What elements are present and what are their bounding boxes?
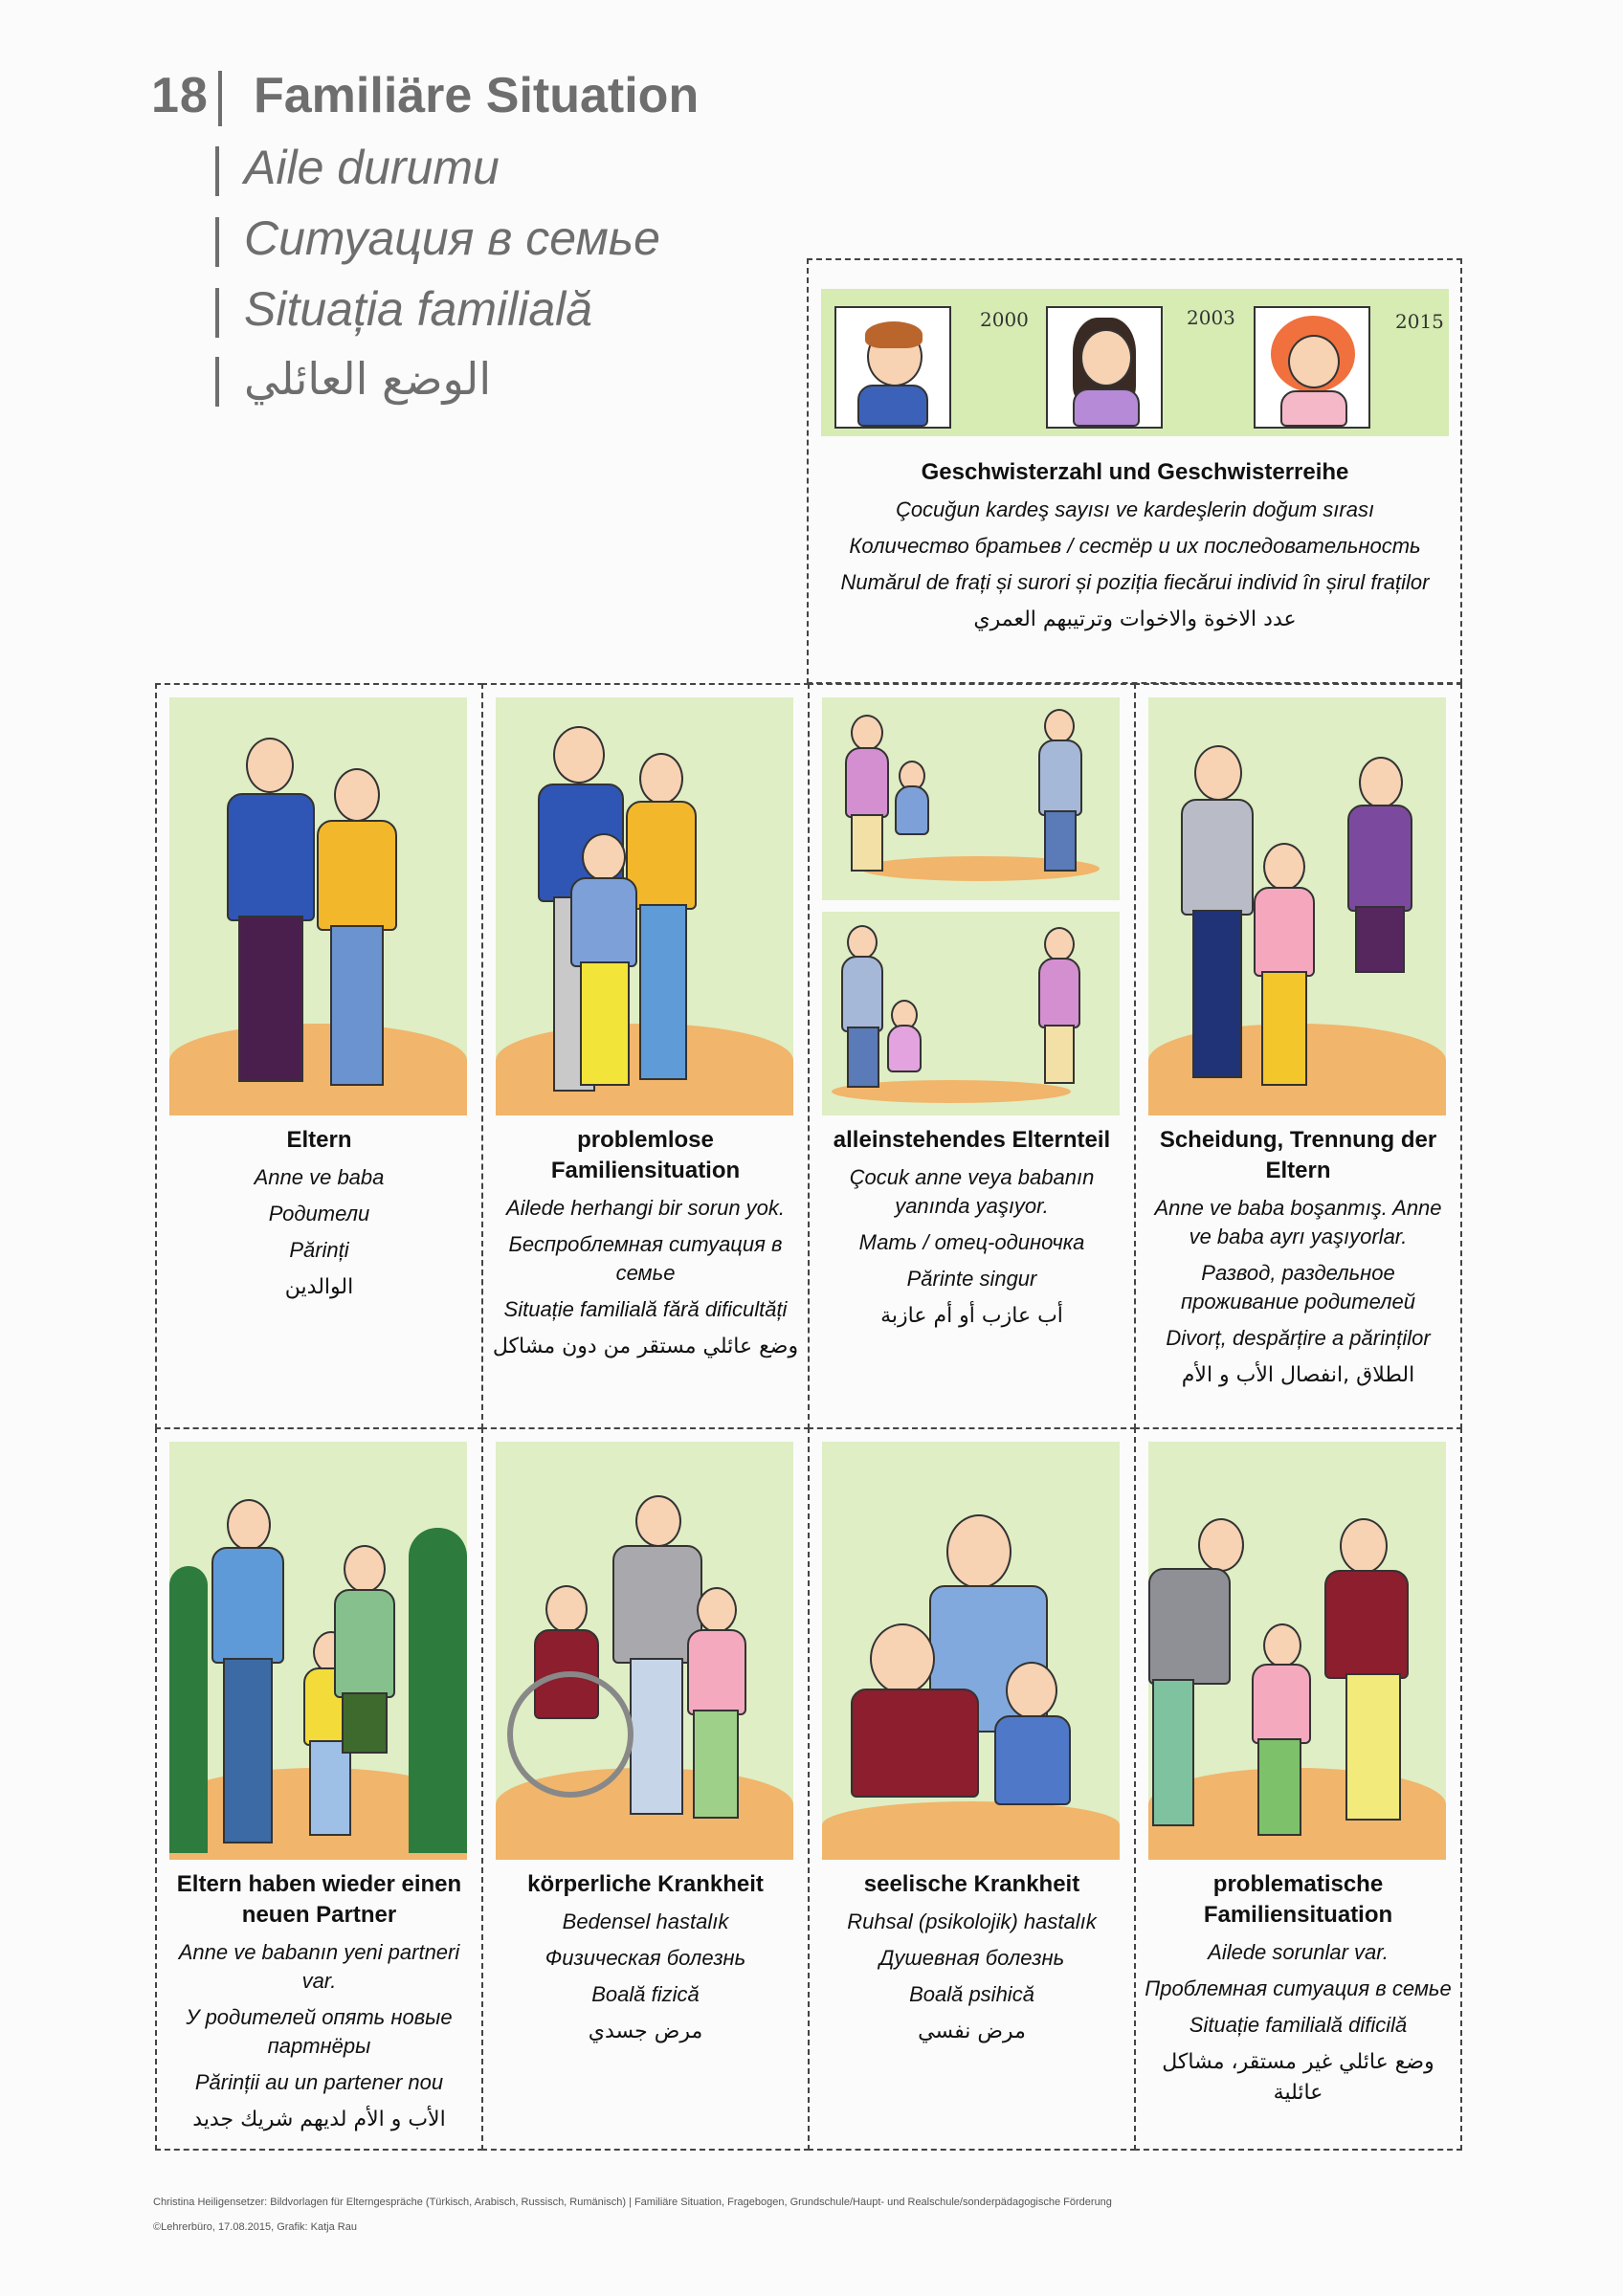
photo-boy <box>834 306 951 429</box>
parents-arabic: الوالدين <box>284 1275 354 1299</box>
divorce-title: Scheidung, Trennung der Eltern <box>1159 1127 1437 1183</box>
parents-caption <box>163 1125 476 1303</box>
title-romanian-text: Situația familială <box>244 282 593 336</box>
divorce-picture <box>1148 697 1446 1115</box>
year-3: 2015 <box>1395 310 1444 333</box>
parents-title: Eltern <box>286 1127 352 1153</box>
single-parent-romanian: Părinte singur <box>906 1267 1037 1291</box>
problemfree-romanian: Situație familială fără dificultăți <box>503 1297 788 1321</box>
title-russian <box>215 210 660 264</box>
problemfree-title: problemlose Familiensituation <box>550 1127 741 1183</box>
header-divider <box>218 71 222 126</box>
title-arabic-text: الوضع العائلي <box>244 353 492 405</box>
card-single-parent <box>808 683 1136 1429</box>
footer-credits: Christina Heiligensetzer: Bildvorlagen für Elterngespräche (Türkisch, Arabisch, Russisch, Rumänisch) | Familiäre Situation, Fragebogen, Grundschule/Haupt- und Realschule/sonderpädagogische Förderung <box>153 2197 1112 2208</box>
page-number: 18 <box>151 68 209 123</box>
divorce-arabic: الطلاق ,انفصال الأب و الأم <box>1181 1363 1415 1387</box>
problemfree-russian: Беспроблемная ситуация в семье <box>508 1232 783 1285</box>
parents-turkish: Anne ve baba <box>254 1165 385 1189</box>
physical-illness-arabic: مرض جسدي <box>588 2020 703 2043</box>
card-mental-illness <box>808 1427 1136 2151</box>
mental-illness-arabic: مرض نفسي <box>918 2020 1026 2043</box>
new-partner-turkish: Anne ve babanın yeni partneri var. <box>178 1940 460 1993</box>
divorce-romanian: Divorț, despărțire a părinților <box>1166 1326 1431 1350</box>
divorce-russian: Развод, раздельное проживание родителей <box>1181 1261 1415 1314</box>
problematic-caption <box>1142 1869 1455 2108</box>
problematic-russian: Проблемная ситуация в семье <box>1145 1976 1452 2000</box>
footer-copyright: ©Lehrerbüro, 17.08.2015, Grafik: Katja Rau <box>153 2221 357 2233</box>
mental-illness-romanian: Boală psihică <box>909 1982 1034 2006</box>
mental-illness-title: seelische Krankheit <box>863 1871 1080 1897</box>
problemfree-picture <box>496 697 793 1115</box>
single-parent-russian: Мать / отец-одиночка <box>858 1230 1085 1254</box>
siblings-turkish: Çocuğun kardeş sayısı ve kardeşlerin doğum sırası <box>895 497 1375 521</box>
single-parent-caption <box>815 1125 1128 1332</box>
parents-romanian: Părinți <box>289 1238 349 1262</box>
page-title: Familiäre Situation <box>254 68 700 123</box>
new-partner-picture <box>169 1442 467 1860</box>
siblings-romanian: Numărul de frați și surori și poziția fiecărui individ în șirul fraților <box>840 570 1430 594</box>
new-partner-title: Eltern haben wieder einen neuen Partner <box>176 1871 462 1928</box>
card-problematic <box>1134 1427 1462 2151</box>
problematic-arabic: وضع عائلي غير مستقر، مشاكل عائلية <box>1162 2050 1434 2105</box>
single-parent-arabic: أب عازب أو أم عازبة <box>880 1304 1063 1328</box>
title-turkish <box>215 140 500 193</box>
new-partner-romanian: Părinții au un partener nou <box>194 2070 444 2094</box>
siblings-arabic: عدد الاخوة والاخوات وترتيبهم العمري <box>973 607 1297 631</box>
siblings-caption <box>821 457 1449 635</box>
divorce-caption <box>1142 1125 1455 1391</box>
physical-illness-russian: Физическая болезнь <box>545 1946 746 1970</box>
mental-illness-caption <box>815 1869 1128 2047</box>
mental-illness-russian: Душевная болезнь <box>878 1946 1065 1970</box>
single-parent-picture-top <box>822 697 1120 900</box>
photo-girl <box>1046 306 1163 429</box>
single-parent-title: alleinstehendes Elternteil <box>833 1127 1111 1153</box>
parents-picture <box>169 697 467 1115</box>
divorce-turkish: Anne ve baba boşanmış. Anne ve baba ayrı yaşıyorlar. <box>1154 1196 1442 1248</box>
physical-illness-picture <box>496 1442 793 1860</box>
single-parent-picture-bottom <box>822 912 1120 1115</box>
title-turkish-text: Aile durumu <box>244 141 500 194</box>
physical-illness-turkish: Bedensel hastalık <box>562 1910 729 1933</box>
card-problemfree <box>481 683 810 1429</box>
problematic-romanian: Situație familială dificilă <box>1189 2013 1408 2037</box>
title-romanian <box>215 281 592 335</box>
problemfree-arabic: وضع عائلي مستقر من دون مشاكل <box>492 1335 799 1358</box>
new-partner-russian: У родителей опять новые партнёры <box>186 2005 453 2058</box>
physical-illness-title: körperliche Krankheit <box>527 1871 764 1897</box>
year-1: 2000 <box>980 308 1029 331</box>
problematic-title: problematische Familiensituation <box>1203 1871 1393 1928</box>
physical-illness-romanian: Boală fizică <box>591 1982 700 2006</box>
parents-russian: Родители <box>268 1202 370 1225</box>
problematic-turkish: Ailede sorunlar var. <box>1208 1940 1389 1964</box>
mental-illness-picture <box>822 1442 1120 1860</box>
new-partner-arabic: الأب و الأم لديهم شريك جديد <box>192 2108 446 2131</box>
problemfree-turkish: Ailede herhangi bir sorun yok. <box>505 1196 786 1220</box>
mental-illness-turkish: Ruhsal (psikolojik) hastalık <box>847 1910 1097 1933</box>
problematic-picture <box>1148 1442 1446 1860</box>
photo-baby <box>1254 306 1370 429</box>
single-parent-turkish: Çocuk anne veya babanın yanında yaşıyor. <box>849 1165 1095 1218</box>
card-parents <box>155 683 483 1429</box>
new-partner-caption <box>163 1869 476 2135</box>
title-arabic <box>215 350 491 404</box>
title-russian-text: Ситуация в семье <box>244 211 660 265</box>
problemfree-caption <box>489 1125 802 1362</box>
physical-illness-caption <box>489 1869 802 2047</box>
card-physical-illness <box>481 1427 810 2151</box>
year-2: 2003 <box>1187 306 1235 329</box>
siblings-title: Geschwisterzahl und Geschwisterreihe <box>921 459 1349 485</box>
siblings-russian: Количество братьев / сестёр и их последовательность <box>849 534 1421 558</box>
card-divorce <box>1134 683 1462 1429</box>
card-new-partner <box>155 1427 483 2151</box>
